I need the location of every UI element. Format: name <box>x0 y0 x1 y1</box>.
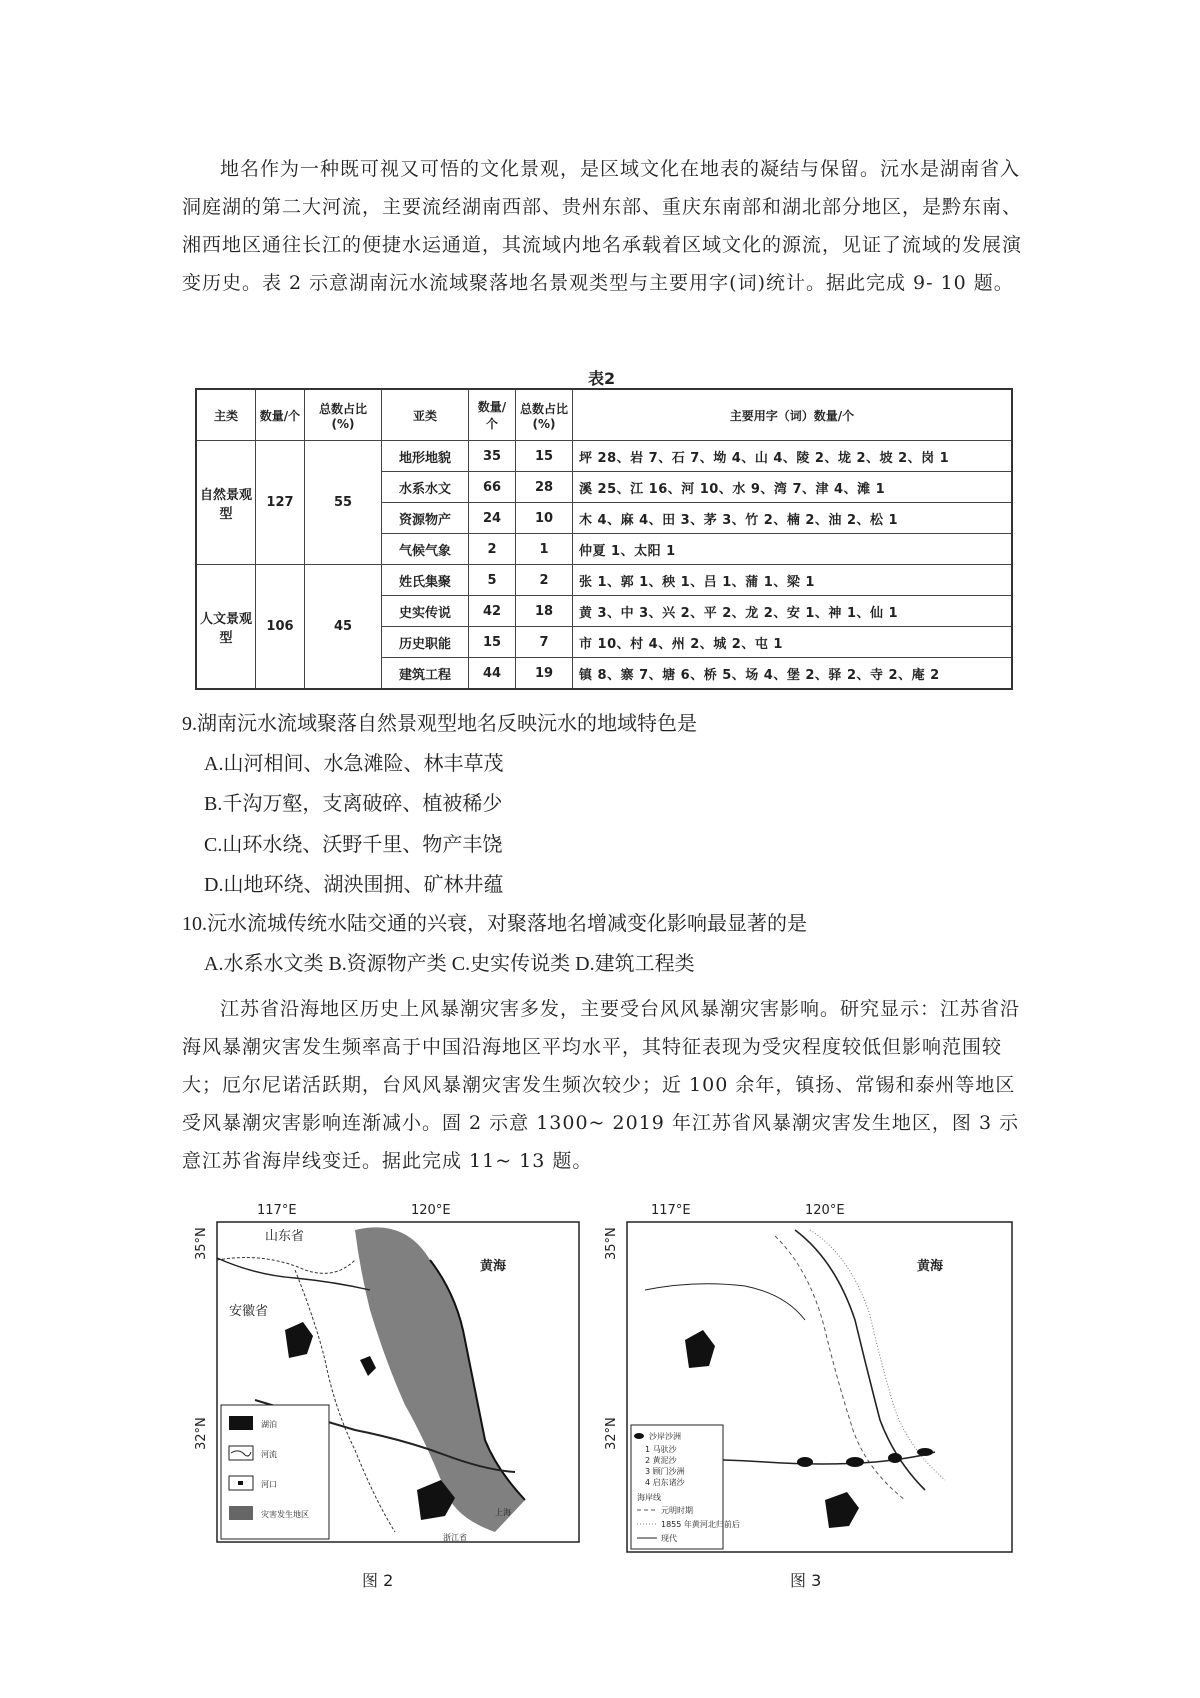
lat-label: 32°N <box>605 1417 619 1450</box>
place-label: 浙江省 <box>443 1533 467 1542</box>
header-words: 主要用字（词）数量/个 <box>573 389 1013 441</box>
main-count: 127 <box>256 441 305 565</box>
sub-count: 44 <box>469 658 516 690</box>
sub-type: 建筑工程 <box>382 658 469 690</box>
header-sub-pct: 总数占比(%) <box>516 389 573 441</box>
sub-type: 水系水文 <box>382 472 469 503</box>
sand-bar <box>797 1457 813 1467</box>
header-sub-count: 数量/个 <box>469 389 516 441</box>
legend-label: 河流 <box>261 1450 277 1459</box>
lon-label: 117°E <box>257 1203 297 1218</box>
legend-title: 沙岸沙洲 <box>649 1432 681 1441</box>
q9-option-d[interactable]: D.山地环绕、湖泱围拥、矿林井蕴 <box>204 874 504 896</box>
legend-swatch-lake <box>229 1416 253 1430</box>
sub-type: 历史职能 <box>382 627 469 658</box>
legend-label: 湖泊 <box>261 1420 277 1429</box>
q10-options[interactable]: A.水系水文类 B.资源物产类 C.史实传说类 D.建筑工程类 <box>204 953 695 975</box>
q9-option-a[interactable]: A.山河相间、水急滩险、林丰草茂 <box>204 753 504 775</box>
legend-box <box>631 1425 723 1549</box>
legend-estuary-mark <box>238 1481 243 1485</box>
place-label: 安徽省 <box>229 1304 269 1319</box>
lon-label: 120°E <box>805 1203 845 1218</box>
lon-label: 117°E <box>651 1203 691 1218</box>
sub-words: 仲夏 1、太阳 1 <box>573 534 1013 565</box>
lat-label: 32°N <box>195 1417 209 1450</box>
sub-count: 35 <box>469 441 516 472</box>
figure-2-map <box>195 1200 587 1560</box>
table-row <box>196 565 1012 596</box>
table-header-row <box>196 389 1012 441</box>
table-row <box>196 441 1012 472</box>
sub-count: 42 <box>469 596 516 627</box>
sub-type: 姓氏集聚 <box>382 565 469 596</box>
sub-pct: 15 <box>516 441 573 472</box>
lat-label: 35°N <box>195 1227 209 1260</box>
header-count: 数量/个 <box>256 389 305 441</box>
main-type: 自然景观型 <box>196 441 256 565</box>
sub-pct: 18 <box>516 596 573 627</box>
main-pct: 55 <box>305 441 382 565</box>
main-type: 人文景观型 <box>196 565 256 690</box>
sub-words: 坪 28、岩 7、石 7、坳 4、山 4、陵 2、垅 2、坡 2、岗 1 <box>573 441 1013 472</box>
q9-option-b[interactable]: B.千沟万壑，支离破碎、植被稀少 <box>204 793 503 815</box>
header-sub: 亚类 <box>382 389 469 441</box>
sub-count: 15 <box>469 627 516 658</box>
place-label: 山东省 <box>265 1229 305 1244</box>
legend-label: 灾害发生地区 <box>261 1510 309 1519</box>
sub-words: 黄 3、中 3、兴 2、平 2、龙 2、安 1、神 1、仙 1 <box>573 596 1013 627</box>
header-pct: 总数占比(%) <box>305 389 382 441</box>
legend-lines-title: 海岸线 <box>637 1493 661 1502</box>
place-label: 黄海 <box>917 1259 944 1274</box>
q10-stem: 10.沅水流城传统水陆交通的兴衰，对聚落地名增减变化影响最显著的是 <box>182 913 807 935</box>
figure-3-map <box>605 1200 1020 1560</box>
header-main: 主类 <box>196 389 256 441</box>
place-label: 上海 <box>495 1508 511 1517</box>
sand-bar <box>917 1448 933 1456</box>
figure-2-caption: 图 2 <box>362 1571 394 1590</box>
lon-label: 120°E <box>411 1203 451 1218</box>
lat-label: 35°N <box>605 1227 619 1260</box>
sub-count: 5 <box>469 565 516 596</box>
legend-line-label: 1855 年黄河北归前后 <box>661 1520 740 1529</box>
sub-pct: 28 <box>516 472 573 503</box>
sub-words: 镇 8、寨 7、塘 6、桥 5、场 4、堡 2、驿 2、寺 2、庵 2 <box>573 658 1013 690</box>
sub-words: 溪 25、江 16、河 10、水 9、湾 7、津 4、滩 1 <box>573 472 1013 503</box>
sub-words: 木 4、麻 4、田 3、茅 3、竹 2、楠 2、油 2、松 1 <box>573 503 1013 534</box>
sub-count: 66 <box>469 472 516 503</box>
legend-line-label: 元明时期 <box>661 1506 693 1515</box>
sub-pct: 10 <box>516 503 573 534</box>
sub-words: 市 10、村 4、州 2、城 2、屯 1 <box>573 627 1013 658</box>
legend-sandbar-swatch <box>634 1433 644 1439</box>
legend-line-label: 现代 <box>661 1534 677 1543</box>
sub-pct: 19 <box>516 658 573 690</box>
legend-item: 3 顾门沙洲 <box>645 1467 685 1476</box>
sub-count: 24 <box>469 503 516 534</box>
sub-type: 史实传说 <box>382 596 469 627</box>
sub-type: 气候气象 <box>382 534 469 565</box>
legend-item: 1 马驮沙 <box>645 1445 677 1454</box>
sub-pct: 2 <box>516 565 573 596</box>
place-label: 黄海 <box>480 1259 507 1274</box>
sub-pct: 1 <box>516 534 573 565</box>
landscape-table <box>195 388 1013 690</box>
legend-item: 2 黄泥沙 <box>645 1456 677 1465</box>
legend-item: 4 启东诸沙 <box>645 1478 685 1487</box>
intro-paragraph: 地名作为一种既可视又可悟的文化景观，是区域文化在地表的凝结与保留。沅水是湖南省入洞庭湖的第二大河流，主要流经湖南西部、贵州东部、重庆东南部和湖北部分地区，是黔东南、湘西地区通往长江的便捷水运通道，其流域内地名承载着区域文化的源流，见证了流域的发展演变历史。表 2 示意湖南沅水流域聚落地名景观类型与主要用字(词)统计。据此完成 9- 10 题。 <box>182 158 1023 294</box>
main-count: 106 <box>256 565 305 690</box>
legend-swatch-disaster <box>229 1506 253 1520</box>
intro-paragraph-2: 江苏省沿海地区历史上风暴潮灾害多发，主要受台风风暴潮灾害影响。研究显示：江苏省沿海风暴潮灾害发生频率高于中国沿海地区平均水平，其特征表现为受灾程度较低但影响范围较大；厄尔尼诺活跃期，台风风暴潮灾害发生频次较少；近 100 余年，镇扬、常锡和泰州等地区受风暴潮灾害影响连渐减小。圄 2 示意 1300~ 2019 年江苏省风暴潮灾害发生地区，图 3 示意江苏省海岸线变迁。据此完成 11~ 13 题。 <box>182 998 1021 1172</box>
sub-pct: 7 <box>516 627 573 658</box>
sub-count: 2 <box>469 534 516 565</box>
sand-bar <box>888 1453 902 1463</box>
table-caption: 表2 <box>588 369 616 388</box>
legend-swatch-river <box>229 1446 253 1460</box>
legend-label: 河口 <box>261 1480 277 1489</box>
sub-type: 地形地貌 <box>382 441 469 472</box>
q9-option-c[interactable]: C.山环水绕、沃野千里、物产丰饶 <box>204 834 503 856</box>
main-pct: 45 <box>305 565 382 690</box>
sub-type: 资源物产 <box>382 503 469 534</box>
sub-words: 张 1、郭 1、秧 1、吕 1、蒲 1、梁 1 <box>573 565 1013 596</box>
sand-bar <box>846 1457 864 1467</box>
q9-stem: 9.湖南沅水流域聚落自然景观型地名反映沅水的地域特色是 <box>182 713 697 735</box>
figure-3-caption: 图 3 <box>790 1571 822 1590</box>
